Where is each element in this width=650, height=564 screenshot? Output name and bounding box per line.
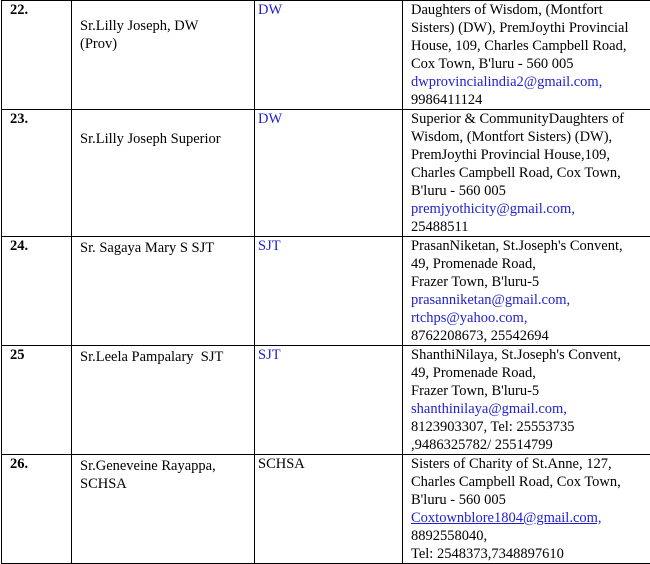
congregation: SCHSA (255, 455, 403, 564)
contact-address: Daughters of Wisdom, (Montfort Sisters) (DW), PremJoythi Provincial House, 109, Charles Campbell Road, Cox Town, B'luru - 560 005 dwprovincialindia2@gmail.com, 9986411124 (403, 1, 650, 110)
congregation: SJT (255, 237, 403, 346)
congregation: DW (255, 1, 403, 110)
contact-address: PrasanNiketan, St.Joseph's Convent, 49, Promenade Road, Frazer Town, B'luru-5 prasanniketan@gmail.com, rtchps@yahoo.com, 8762208673, 25542694 (403, 237, 650, 346)
row-number: 24. (2, 237, 72, 346)
directory-table (1, 0, 650, 564)
person-name: Sr.Lilly Joseph, DW (Prov) (72, 1, 255, 110)
contact-address: Superior & CommunityDaughters of Wisdom, (Montfort Sisters) (DW), PremJoythi Provincial House,109, Charles Campbell Road, Cox Town, B'luru - 560 005 premjyothicity@gmail.com, 25488511 (403, 110, 650, 237)
person-name: Sr.Leela Pampalary SJT (72, 346, 255, 455)
table-row (2, 110, 650, 237)
email-link[interactable]: dwprovincialindia2@gmail.com, (411, 73, 650, 91)
phone-number: Tel: 2548373,7348897610 (411, 545, 650, 563)
email-link[interactable]: prasanniketan@gmail.com, (411, 291, 650, 309)
email-link[interactable]: premjyothicity@gmail.com, (411, 200, 650, 218)
phone-number: 8892558040, (411, 527, 650, 545)
congregation: DW (255, 110, 403, 237)
row-number: 26. (2, 455, 72, 564)
person-name: Sr. Sagaya Mary S SJT (72, 237, 255, 346)
phone-number: 25488511 (411, 218, 650, 236)
row-number: 23. (2, 110, 72, 237)
email-link[interactable]: rtchps@yahoo.com, (411, 309, 650, 327)
email-link[interactable]: Coxtownblore1804@gmail.com, (411, 509, 650, 527)
phone-number: 8123903307, Tel: 25553735 (411, 418, 650, 436)
table-row (2, 1, 650, 110)
phone-number: 9986411124 (411, 91, 650, 109)
email-link[interactable]: shanthinilaya@gmail.com, (411, 400, 650, 418)
congregation: SJT (255, 346, 403, 455)
table-row (2, 455, 650, 564)
table-row (2, 346, 650, 455)
row-number: 25 (2, 346, 72, 455)
phone-number: ,9486325782/ 25514799 (411, 436, 650, 454)
person-name: Sr.Lilly Joseph Superior (72, 110, 255, 237)
person-name: Sr.Geneveine Rayappa, SCHSA (72, 455, 255, 564)
contact-address: ShanthiNilaya, St.Joseph's Convent, 49, Promenade Road, Frazer Town, B'luru-5 shanthinilaya@gmail.com, 8123903307, Tel: 25553735 ,9486325782/ 25514799 (403, 346, 650, 455)
phone-number: 8762208673, 25542694 (411, 327, 650, 345)
contact-address: Sisters of Charity of St.Anne, 127, Charles Campbell Road, Cox Town, B'luru - 560 005 Coxtownblore1804@gmail.com, 8892558040, Tel: 2548373,7348897610 (403, 455, 650, 564)
table-row (2, 237, 650, 346)
row-number: 22. (2, 1, 72, 110)
